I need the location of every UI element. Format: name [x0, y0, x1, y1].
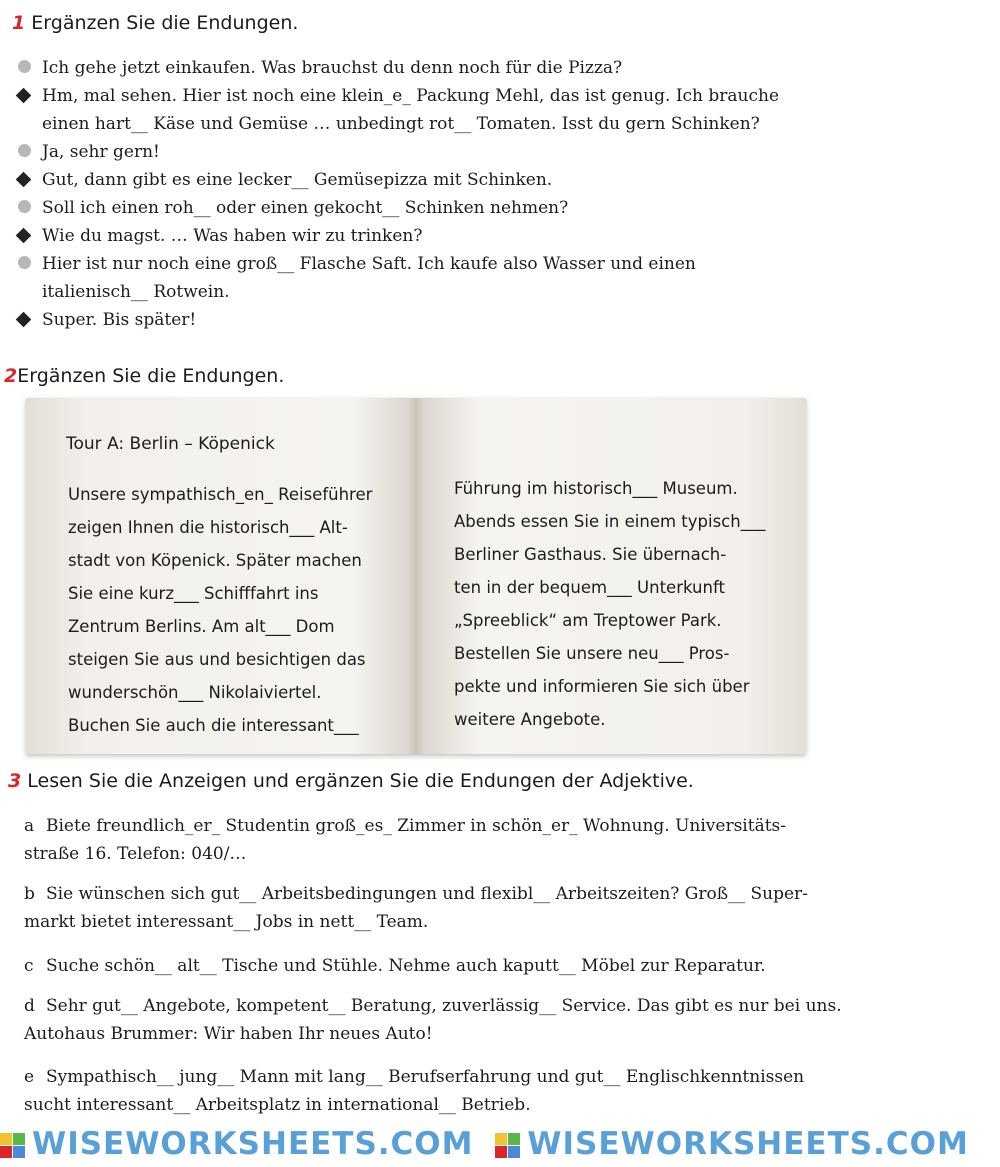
dialogue-text: Ja, sehr gern!	[42, 142, 160, 162]
watermark-text-right: WISEWORKSHEETS.COM	[527, 1126, 969, 1162]
logo-icon	[495, 1133, 521, 1159]
dialogue-text: Gut, dann gibt es eine lecker__ Gemüsepizza mit Schinken.	[42, 170, 553, 190]
ad-line	[24, 1091, 531, 1119]
ad-text: Sie wünschen sich gut__ Arbeitsbedingungen und flexibl__ Arbeitszeiten? Groß__ Super-	[46, 884, 808, 904]
exercise-3-heading	[8, 770, 694, 792]
ad-line	[24, 1020, 433, 1048]
book-right-page	[454, 472, 765, 736]
book-text-line: Zentrum Berlins. Am alt___ Dom	[68, 617, 335, 636]
book-text-line: zeigen Ihnen die historisch___ Alt-	[68, 518, 348, 537]
ad-line	[24, 880, 808, 908]
book-text-line: Bestellen Sie unsere neu___ Pros-	[454, 644, 730, 663]
ad-text: Autohaus Brummer: Wir haben Ihr neues Auto!	[24, 1024, 433, 1044]
book-text-line: weitere Angebote.	[454, 710, 606, 729]
exercise-2-number: 2	[4, 365, 18, 387]
dialogue-text: einen hart__ Käse und Gemüse … unbedingt rot__ Tomaten. Isst du gern Schinken?	[42, 114, 760, 134]
dialogue-text: italienisch__ Rotwein.	[42, 282, 230, 302]
ad-label: e	[24, 1067, 35, 1087]
ad-line	[24, 908, 428, 936]
book-text-line: Abends essen Sie in einem typisch___	[454, 512, 766, 531]
exercise-2-title: Ergänzen Sie die Endungen.	[17, 365, 285, 387]
exercise-1-title: Ergänzen Sie die Endungen.	[31, 12, 299, 34]
dialogue-text: Super. Bis später!	[42, 310, 197, 330]
book-text-line: wunderschön___ Nikolaiviertel.	[68, 683, 322, 702]
exercise-3-title: Lesen Sie die Anzeigen und ergänzen Sie die Endungen der Adjektive.	[27, 770, 694, 792]
dialogue-text: Wie du magst. … Was haben wir zu trinken?	[42, 226, 423, 246]
ad-line	[24, 840, 246, 868]
logo-icon	[0, 1133, 26, 1159]
speaker-diamond-icon	[16, 228, 32, 244]
tour-title: Tour A: Berlin – Köpenick	[66, 434, 275, 454]
dialogue-text: Hier ist nur noch eine groß__ Flasche Saft. Ich kaufe also Wasser und einen	[42, 254, 696, 274]
dialogue-line	[16, 110, 760, 138]
ad-line	[24, 992, 842, 1020]
dialogue-line	[16, 54, 622, 82]
book-text-line: Buchen Sie auch die interessant___	[68, 716, 359, 735]
book-text-line: Unsere sympathisch_en_ Reiseführer	[68, 485, 373, 504]
guidebook-image	[26, 398, 806, 754]
dialogue-text: Ich gehe jetzt einkaufen. Was brauchst du denn noch für die Pizza?	[42, 58, 623, 78]
dialogue-line	[16, 278, 230, 306]
ad-line	[24, 812, 786, 840]
speaker-dot-icon	[18, 256, 31, 269]
ad-text: markt bietet interessant__ Jobs in nett__ Team.	[24, 912, 429, 932]
speaker-dot-icon	[18, 200, 31, 213]
ad-label: c	[24, 956, 34, 976]
ad-text: Sympathisch__ jung__ Mann mit lang__ Berufserfahrung und gut__ Englischkenntnissen	[46, 1067, 805, 1087]
dialogue-line	[16, 222, 422, 250]
ad-label: d	[24, 996, 35, 1016]
ad-text: Suche schön__ alt__ Tische und Stühle. Nehme auch kaputt__ Möbel zur Reparatur.	[46, 956, 766, 976]
ad-text: Sehr gut__ Angebote, kompetent__ Beratung, zuverlässig__ Service. Das gibt es nur bei uns.	[46, 996, 842, 1016]
book-text-line: „Spreeblick“ am Treptower Park.	[454, 611, 722, 630]
speaker-diamond-icon	[16, 88, 32, 104]
ad-line	[24, 1063, 804, 1091]
dialogue-line	[16, 166, 552, 194]
speaker-diamond-icon	[16, 312, 32, 328]
book-text-line: Sie eine kurz___ Schifffahrt ins	[68, 584, 319, 603]
ad-text: sucht interessant__ Arbeitsplatz in international__ Betrieb.	[24, 1095, 531, 1115]
dialogue-line	[16, 82, 779, 110]
ad-line	[24, 952, 766, 980]
dialogue-text: Hm, mal sehen. Hier ist noch eine klein_e_ Packung Mehl, das ist genug. Ich brauche	[42, 86, 780, 106]
speaker-dot-icon	[18, 144, 31, 157]
dialogue-line	[16, 250, 696, 278]
watermark-footer	[0, 1126, 1000, 1167]
book-text-line: Führung im historisch___ Museum.	[454, 479, 738, 498]
ad-text: Biete freundlich_er_ Studentin groß_es_ Zimmer in schön_er_ Wohnung. Universitäts-	[46, 816, 787, 836]
book-text-line: Berliner Gasthaus. Sie übernach-	[454, 545, 727, 564]
exercise-1-number: 1	[12, 12, 26, 34]
ad-label: b	[24, 884, 35, 904]
dialogue-line	[16, 306, 196, 334]
exercise-2-heading	[4, 365, 284, 387]
book-text-line: stadt von Köpenick. Später machen	[68, 551, 362, 570]
exercise-1-heading	[12, 12, 298, 34]
dialogue-text: Soll ich einen roh__ oder einen gekocht__ Schinken nehmen?	[42, 198, 569, 218]
ad-text: straße 16. Telefon: 040/…	[24, 844, 247, 864]
book-text-line: pekte und informieren Sie sich über	[454, 677, 750, 696]
exercise-3-number: 3	[8, 770, 22, 792]
book-text-line: steigen Sie aus und besichtigen das	[68, 650, 366, 669]
watermark-text-left: WISEWORKSHEETS.COM	[32, 1126, 474, 1162]
book-left-page	[68, 478, 372, 742]
ad-label: a	[24, 816, 35, 836]
book-text-line: ten in der bequem___ Unterkunft	[454, 578, 725, 597]
speaker-diamond-icon	[16, 172, 32, 188]
dialogue-line	[16, 138, 160, 166]
dialogue-line	[16, 194, 568, 222]
speaker-dot-icon	[18, 60, 31, 73]
